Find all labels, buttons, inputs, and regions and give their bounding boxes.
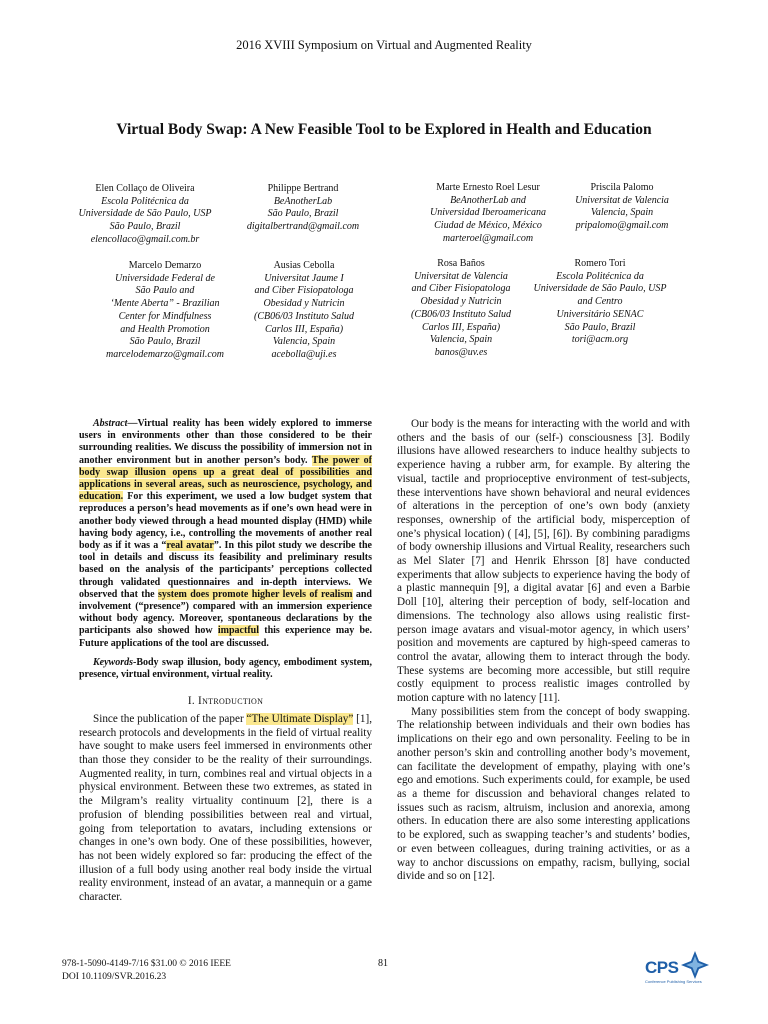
intro-paragraph	[79, 713, 372, 905]
author-block	[407, 182, 569, 246]
author-name: Philippe Bertrand	[267, 183, 339, 194]
footer-doi: DOI 10.1109/SVR.2016.23	[62, 972, 167, 982]
author-affiliation: Universidade Federal de São Paulo and ‘Mente Aberta” - Brazilian Center for Mindfulness and Health Promotion São Paulo, Brazil marcelodemarzo@gmail.com	[106, 272, 224, 360]
author-name: Marte Ernesto Roel Lesur	[436, 182, 540, 193]
author-block	[85, 260, 245, 362]
body-paragraph: Our body is the means for interacting with the world and with others and the basis of our (self-) consciousness [3]. Bodily illusions have allowed researchers to induce healthy subjects to experience having a rubber arm, for example. By altering the visual, tactile and proprioceptive environment of test-subjects, these interventions have shown behavioral and neural evidences of alterations in the perception of one’s own body (anxiety responses, ownership of the artificial body, misperception of one’s physical location) ( [4], [5], [6]). By combining paradigms of body ownership illusions and Virtual Reality, researchers such as Mel Slater [7] and Henrik Ehrsson [8] have conducted experiments that allow subjects to experience having the body of a plastic mannequin [9], a digital avatar [6] and even a Barbie Doll [10], altering their perception of body, self-location and dimensions. The technology also allows using realistic first-person image avatars and visual-motor agency, in which users’ position and movements are captured by high-speed cameras to control the avatar, allowing them to interact through the body. These systems are becoming more accessible, but still require costly equipment to process realistic images controlled by motion capture with no latency [11].	[397, 418, 690, 705]
author-affiliation: BeAnotherLab and Universidad Iberoamericana Ciudad de México, México marteroel@gmail.com	[430, 194, 546, 244]
author-name: Marcelo Demarzo	[128, 260, 202, 271]
paper-title: Virtual Body Swap: A New Feasible Tool to be Explored in Health and Education	[116, 121, 652, 138]
abstract-text: this experience may be. Future applications of the tool are discussed.	[79, 625, 372, 649]
highlight: system does promote higher levels of realism	[157, 588, 353, 600]
highlight: real avatar	[166, 540, 214, 552]
author-block	[228, 183, 378, 234]
author-name: Ausias Cebolla	[273, 260, 335, 271]
abstract-text: and involvement (“presence”) compared with an immersion experience without body agency. Moreover, spontaneous declarations by the participants also showed how	[79, 588, 372, 637]
keywords-paragraph	[79, 657, 372, 681]
cps-logo	[643, 950, 711, 990]
author-affiliation: Universitat Jaume I and Ciber Fisiopatologa Obesidad y Nutricin (CB06/03 Instituto Salud Carlos III, España) Valencia, Spain acebolla@uji.es	[254, 272, 354, 360]
author-affiliation: Escola Politécnica da Universidade de São Paulo, USP and Centro Universitário SENAC São Paulo, Brazil tori@acm.org	[533, 270, 667, 346]
intro-text: [1], research protocols and developments in the field of virtual reality have sought to make users feel immersed in environments other than those they consider to be the reality of their surroundings. Augmented reality, in turn, combines real and virtual objects in a physical environment. Between these two extremes, as stated in the Milgram’s reality virtuality continuum [2], there is a profusion of blending possibilities between real and virtual, going from teleportation to avatars, including extensions or changes in one’s own body. One of these possibilities, however, has not been widely explored so far: producing the effect of the illusion of a full body using another real body inside the virtual reality environment, instead of an avatar, a mannequin or a game character.	[79, 712, 372, 904]
author-block	[552, 182, 692, 233]
cps-logo-subtitle: Conference Publishing Services	[645, 979, 702, 984]
cps-logo-text: CPS	[645, 958, 679, 977]
author-name: Rosa Baños	[437, 258, 485, 269]
abstract-label: Abstract	[93, 418, 128, 429]
cps-star-icon	[681, 951, 709, 979]
author-affiliation: Universitat de Valencia Valencia, Spain pripalomo@gmail.com	[575, 194, 669, 232]
left-column	[79, 418, 372, 905]
author-block	[60, 183, 230, 247]
abstract-text: —Virtual reality has been widely explored to immerse users in environments other than those considered to be their surrounding realities. We discuss the possibility of immersion not in another environment but in another person’s body.	[79, 418, 372, 466]
author-block	[232, 260, 376, 362]
footer-isbn: 978-1-5090-4149-7/16 $31.00 © 2016 IEEE	[62, 959, 231, 969]
keywords-label: Keywords	[93, 656, 133, 668]
highlight: The power of body swap illusion opens up a great deal of possibilities and applications in several areas, such as neuroscience, psychology, and education.	[79, 454, 372, 503]
author-affiliation: BeAnotherLab São Paulo, Brazil digitalbertrand@gmail.com	[246, 195, 360, 233]
author-name: Romero Tori	[574, 258, 626, 269]
abstract-text: For this experiment, we used a low budget system that reproduces a person’s head movements as if one’s own head were in another body viewed through a head mounted display (HMD) while having body agency, i.e., controlling the movements of another real body as if it was a “	[79, 491, 372, 552]
author-block	[393, 258, 529, 360]
section-heading: I. Introduction	[187, 695, 264, 708]
keywords-text: -Body swap illusion, body agency, embodiment system, presence, virtual environment, virtual reality.	[79, 656, 372, 681]
author-affiliation: Universitat de Valencia and Ciber Fisiopatologa Obesidad y Nutricin (CB06/03 Instituto Salud Carlos III, España) Valencia, Spain banos@uv.es	[411, 270, 511, 358]
author-block	[520, 258, 680, 347]
abstract-paragraph	[79, 418, 372, 650]
page-number: 81	[378, 958, 388, 969]
author-affiliation: Escola Politécnica da Universidade de São Paulo, USP São Paulo, Brazil elencollaco@gmail.com.br	[78, 195, 212, 245]
right-column	[397, 418, 690, 884]
author-name: Priscila Palomo	[590, 182, 654, 193]
body-paragraph: Many possibilities stem from the concept of body swapping. The relationship between individuals and their own bodies has implications on their ego and own personality. Feeling to be in another person’s skin and controlling another body’s movement, can facilitate the development of empathy, playing with one’s ego and emotions. Such experiments could, for example, be used as a theme for discussion and behavioral changes related to issues such as racism, altruism, inclusion and anorexia, among others. In education there are also some interesting applications to be explored, such as swapping teacher’s and students’ bodies, or even between colleagues, during training activities, or as a way to anchor discussions on empathy, racism, bullying, social divide and so on [12].	[397, 705, 690, 883]
highlight: “The Ultimate Display”	[246, 712, 354, 725]
intro-text: Since the publication of the paper	[93, 712, 247, 725]
highlight: impactful	[217, 625, 259, 637]
author-name: Elen Collaço de Oliveira	[95, 183, 195, 194]
conference-header: 2016 XVIII Symposium on Virtual and Augmented Reality	[236, 38, 532, 52]
abstract-text: ”. In this pilot study we describe the tool in details and discuss its feasibility and preliminary results based on the analysis of the participants’ perceptions collected through validated questionnaires and in-depth interviews. We observed that the	[79, 540, 372, 600]
